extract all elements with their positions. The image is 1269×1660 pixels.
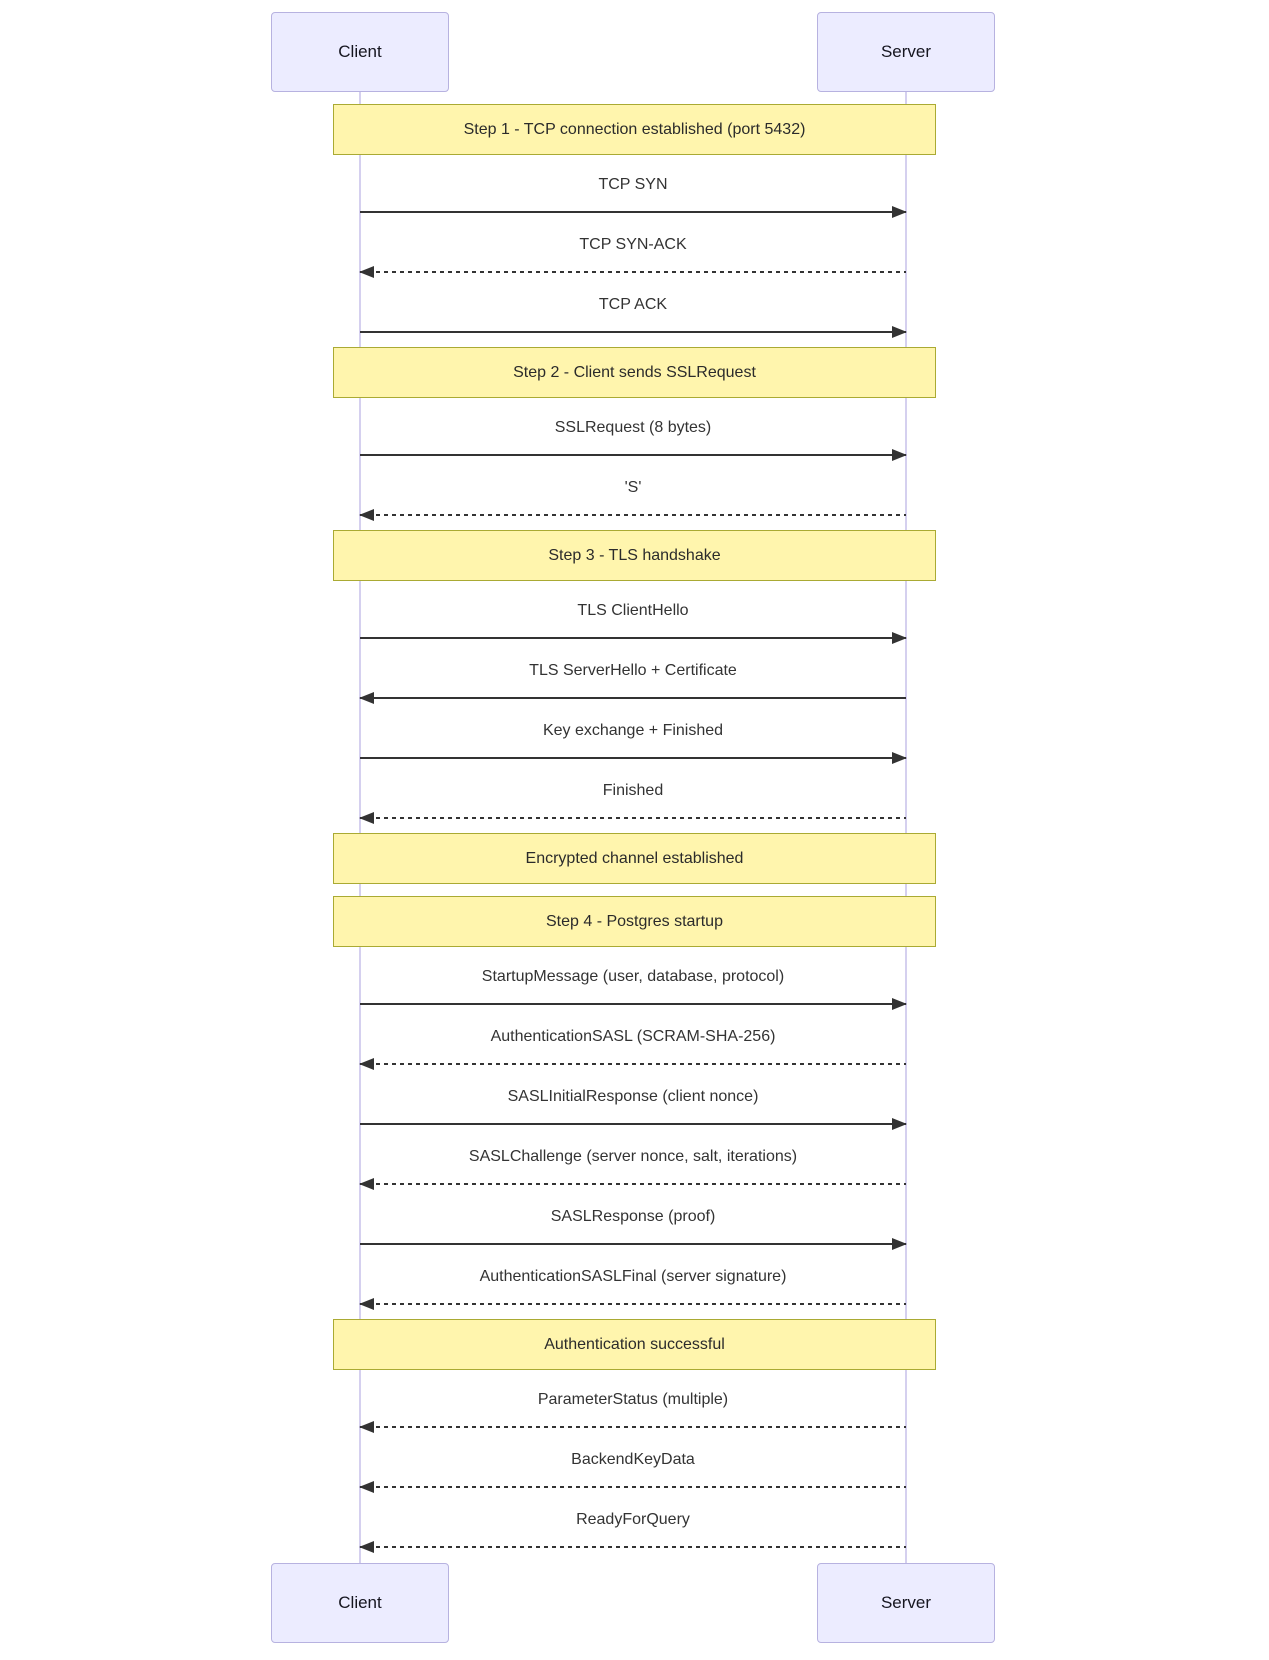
message-label: SASLResponse (proof) bbox=[550, 1208, 716, 1225]
message-arrow-right-solid bbox=[360, 211, 906, 213]
message-arrow-right-solid bbox=[360, 1243, 906, 1245]
step-note-label: Encrypted channel established bbox=[525, 849, 744, 867]
message-arrow-left-dashed bbox=[360, 817, 906, 819]
message-label: SSLRequest (8 bytes) bbox=[554, 419, 712, 436]
message-row bbox=[333, 581, 936, 641]
message-row bbox=[333, 641, 936, 701]
step-note-label: Step 4 - Postgres startup bbox=[546, 912, 723, 930]
sequence-flow bbox=[333, 92, 936, 1550]
message-row bbox=[333, 1127, 936, 1187]
message-label: TLS ServerHello + Certificate bbox=[529, 662, 737, 679]
message-arrow-left-dashed bbox=[360, 1303, 906, 1305]
message-label: Finished bbox=[602, 782, 664, 799]
actor-server-bottom bbox=[817, 1563, 995, 1643]
message-row bbox=[333, 701, 936, 761]
message-row bbox=[333, 1247, 936, 1307]
message-arrow-right-solid bbox=[360, 1123, 906, 1125]
message-label: AuthenticationSASLFinal (server signature) bbox=[479, 1268, 787, 1285]
message-arrow-left-dashed bbox=[360, 1486, 906, 1488]
message-row bbox=[333, 215, 936, 275]
message-row bbox=[333, 275, 936, 335]
step-note bbox=[333, 530, 936, 581]
message-arrow-left-dashed bbox=[360, 1183, 906, 1185]
message-label: TCP SYN bbox=[598, 176, 668, 193]
message-arrow-left-dashed bbox=[360, 271, 906, 273]
message-label: TCP SYN-ACK bbox=[579, 236, 687, 253]
message-label: ParameterStatus (multiple) bbox=[537, 1391, 729, 1408]
message-row bbox=[333, 398, 936, 458]
message-label: ReadyForQuery bbox=[576, 1511, 690, 1528]
actor-client-bottom-label: Client bbox=[338, 1593, 382, 1612]
message-label: SASLInitialResponse (client nonce) bbox=[507, 1088, 759, 1105]
message-row bbox=[333, 155, 936, 215]
message-label: BackendKeyData bbox=[571, 1451, 695, 1468]
step-note-label: Step 1 - TCP connection established (port 5432) bbox=[463, 120, 806, 138]
message-row bbox=[333, 1490, 936, 1550]
message-arrow-right-solid bbox=[360, 637, 906, 639]
step-note-label: Step 3 - TLS handshake bbox=[548, 546, 721, 564]
step-note bbox=[333, 833, 936, 884]
message-arrow-left-dashed bbox=[360, 1063, 906, 1065]
message-label: TLS ClientHello bbox=[577, 602, 689, 619]
message-label: AuthenticationSASL (SCRAM-SHA-256) bbox=[490, 1028, 776, 1045]
step-note bbox=[333, 347, 936, 398]
message-arrow-left-solid bbox=[360, 697, 906, 699]
message-arrow-right-solid bbox=[360, 454, 906, 456]
message-arrow-left-dashed bbox=[360, 1546, 906, 1548]
message-label: 'S' bbox=[624, 479, 642, 496]
actor-client-top-label: Client bbox=[338, 42, 382, 61]
step-note bbox=[333, 1319, 936, 1370]
actor-server-top-label: Server bbox=[880, 42, 932, 61]
message-arrow-left-dashed bbox=[360, 1426, 906, 1428]
step-note bbox=[333, 896, 936, 947]
message-arrow-right-solid bbox=[360, 331, 906, 333]
message-arrow-right-solid bbox=[360, 1003, 906, 1005]
step-note-label: Step 2 - Client sends SSLRequest bbox=[513, 363, 756, 381]
message-row bbox=[333, 458, 936, 518]
message-arrow-right-solid bbox=[360, 757, 906, 759]
actor-client-bottom bbox=[271, 1563, 449, 1643]
message-row bbox=[333, 947, 936, 1007]
message-label: Key exchange + Finished bbox=[542, 722, 724, 739]
message-label: TCP ACK bbox=[598, 296, 668, 313]
message-row bbox=[333, 1067, 936, 1127]
message-row bbox=[333, 761, 936, 821]
message-row bbox=[333, 1370, 936, 1430]
step-note-label: Authentication successful bbox=[544, 1335, 725, 1353]
message-label: StartupMessage (user, database, protocol) bbox=[481, 968, 785, 985]
message-row bbox=[333, 1430, 936, 1490]
message-arrow-left-dashed bbox=[360, 514, 906, 516]
step-note bbox=[333, 104, 936, 155]
message-row bbox=[333, 1187, 936, 1247]
message-label: SASLChallenge (server nonce, salt, iterations) bbox=[468, 1148, 798, 1165]
actor-server-top bbox=[817, 12, 995, 92]
message-row bbox=[333, 1007, 936, 1067]
actor-server-bottom-label: Server bbox=[880, 1593, 932, 1612]
actor-client-top bbox=[271, 12, 449, 92]
